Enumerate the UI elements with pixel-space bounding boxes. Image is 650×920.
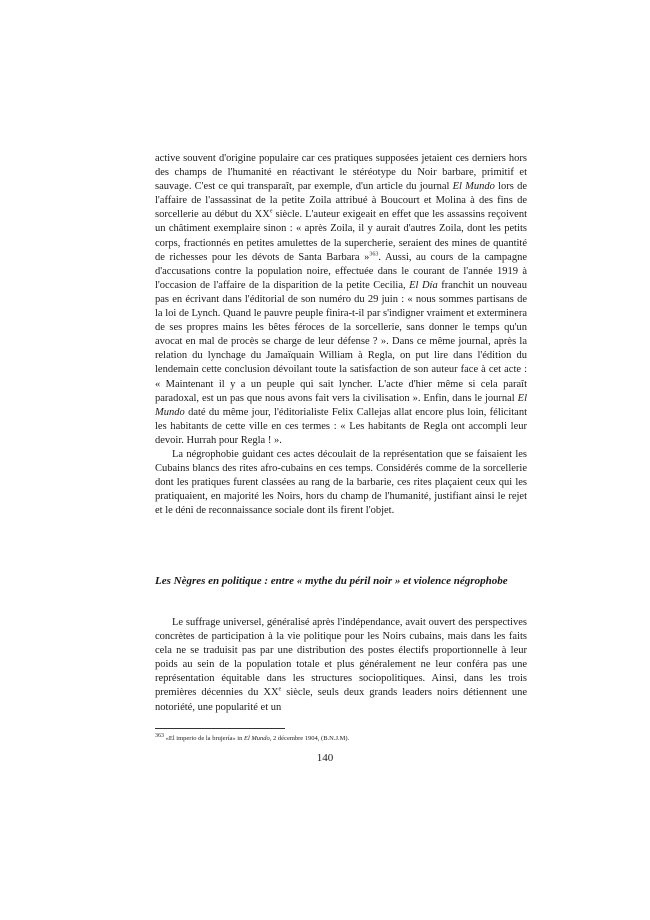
paragraph-3: Le suffrage universel, généralisé après l'indépendance, avait ouvert des perspectives concrètes de participation à la vie politique pour les Noirs cubains, mais dans les faits cela ne se traduisit pas par une distribution des postes électifs proportionnelle à leur poids au sein de la population totale et plus généralement ne leur conféra pas une représentation équitable dans les structures sociopolitiques. Ainsi, dans les trois premières décennies du XXe siècle, seuls deux grands leaders noirs détiennent une notoriété, une popularité et un <box>155 617 527 713</box>
journal-title: El Mundo <box>155 392 527 418</box>
journal-title: El Día <box>409 279 438 291</box>
superscript: e <box>278 686 282 693</box>
journal-title: El Mundo <box>243 735 270 742</box>
paragraph-2: La négrophobie guidant ces actes découlait de la représentation que se faisaient les Cubains blancs des rites afro-cubains en ces temps. Considérés comme de la sorcellerie dont les pratiques furent classées au rang de la barbarie, ces rites plaçaient ceux qui les pratiquaient, en majorité les Noirs, hors du champ de l'humanité, justifiant ainsi le rejet et le déni de reconnaissance sociale dont ils firent l'objet. <box>155 448 527 517</box>
superscript: e <box>269 208 273 215</box>
footnote-separator <box>155 728 285 729</box>
section-heading: Les Nègres en politique : entre « mythe du péril noir » et violence négrophobe <box>155 575 508 587</box>
footnote-reference[interactable]: 363 <box>369 251 379 258</box>
journal-title: El Mundo <box>452 181 495 193</box>
paragraph-1: active souvent d'origine populaire car ces pratiques supposées jetaient ces derniers hors des champs de l'humanité en réactivant le stéréotype du Noir barbare, primitif et sauvage. C'est ce qui transparaît, par exemple, d'un article du journal El Mundo lors de l'affaire de l'assassinat de la petite Zoila attribué à Boucourt et Molina à des fins de sorcellerie au début du XXe siècle. L'auteur exigeait en effet que les assassins reçoivent un châtiment exemplaire sinon : « après Zoila, il y aurait d'autres Zoila, dont les petits corps, fractionnés en petites amulettes de la supercherie, seraient des mines de quantité de richesses pour les dévots de Santa Barbara »$^{363}$. Aussi, au cours de la campagne d'accusations contre la population noire, effectuée dans le courant de l'année 1919 à l'occasion de l'affaire de la disparition de la petite Cecilia, El Día franchit un nouveau pas en écrivant dans l'éditorial de son numéro du 29 juin : « nous sommes partisans de la loi de Lynch. Quand le pauvre peuple finira-t-il par s'indigner vraiment et exterminera de ses propres mains les bêtes féroces de la sorcellerie, sans donner le temps qu'un avocat en mal de procès se charge de leur défense ? ». Dans ce même journal, après la relation du lynchage du Jamaïquain William à Regla, on put lire dans l'édition du lendemain cette conclusion dévoilant toute la satisfaction de son auteur face à cet acte : « Maintenant il y a un peuple qui sait lyncher. L'acte d'hier même si cela paraît paradoxal, est un pas que nous avons fait vers la civilisation ». Enfin, dans le journal El Mundo daté du même jour, l'éditorialiste Felix Callejas allat encore plus loin, félicitant les habitants de cette ville en ces termes : « Les habitants de Regla ont accompli leur devoir. Hurrah pour Regla ! ». <box>155 153 528 446</box>
section-text <box>155 616 527 715</box>
main-text <box>155 152 527 518</box>
page-number: 140 <box>316 752 334 764</box>
footnote-number: 363 <box>155 732 164 739</box>
footnote: $^{363}$ «El imperio de la brujería» in El Mundo, 2 décembre 1904, (B.N.J.M). <box>155 732 350 742</box>
